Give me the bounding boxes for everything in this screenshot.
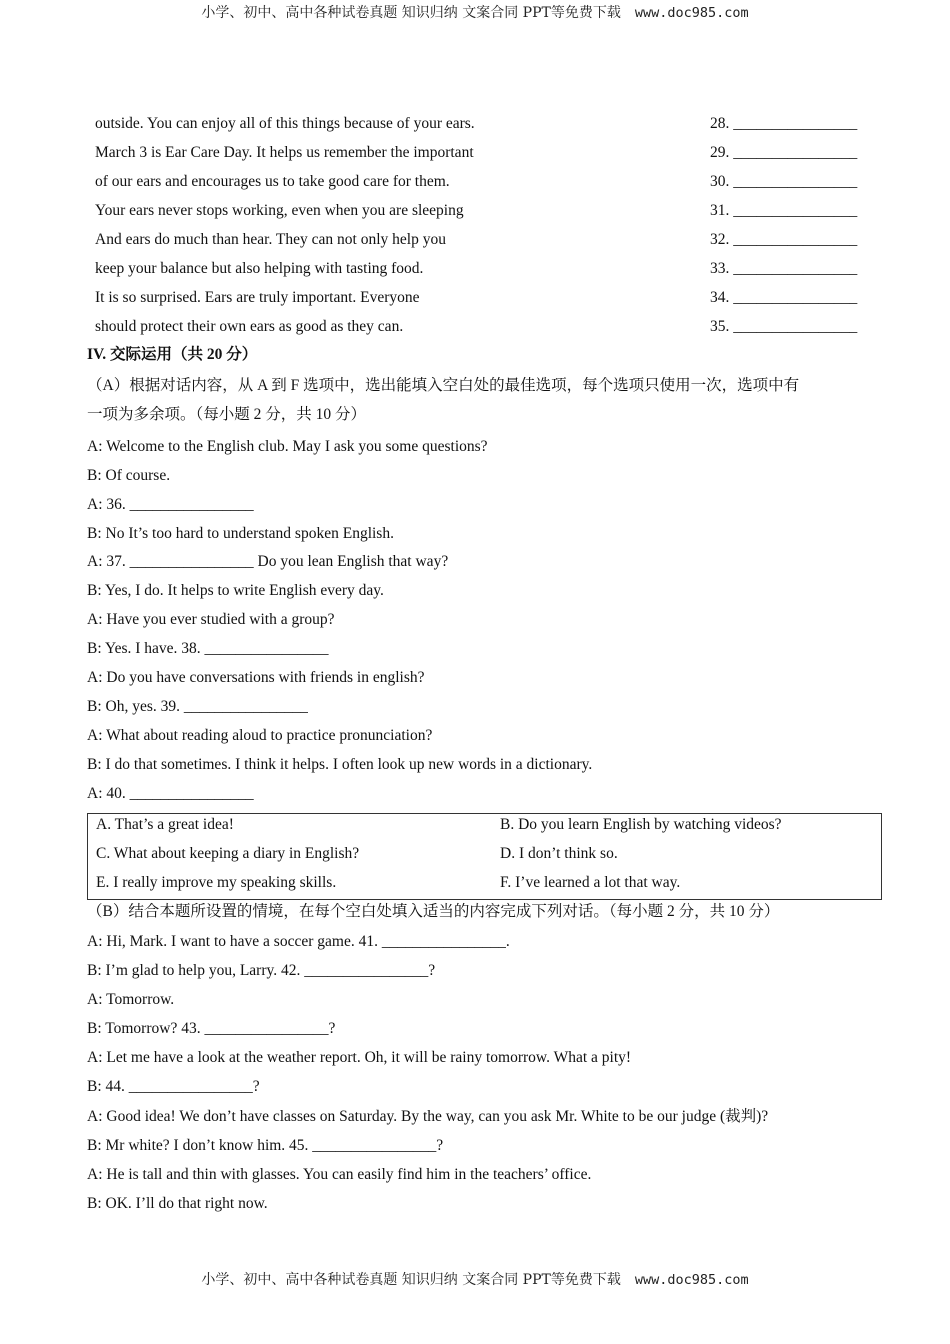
header-banner-url[interactable]: www.doc985.com [634,5,749,21]
dialogue-line: A: He is tall and thin with glasses. You can easily find him in the teachers’ office. [87,1166,592,1183]
dialogue-line: B: Yes, I do. It helps to write English every day. [87,582,384,599]
answer-blank: 32. ________________ [710,231,858,248]
dialogue-line: A: 40. ________________ [87,785,254,802]
dialogue-line: A: 36. ________________ [87,496,254,513]
dialogue-line: A: 37. ________________ Do you lean English that way? [87,553,449,570]
option-f: F. I’ve learned a lot that way. [500,874,681,891]
part-a-instruction: （A）根据对话内容，从 A 到 F 选项中，选出能填入空白处的最佳选项，每个选项只使用一次，选项中有 [87,377,800,394]
answer-blank: 33. ________________ [710,260,858,277]
dialogue-line: A: Do you have conversations with friends in english? [87,669,425,686]
answer-blank: 29. ________________ [710,144,858,161]
answer-blank: 34. ________________ [710,289,858,306]
dialogue-line: A: Let me have a look at the weather report. Oh, it will be rainy tomorrow. What a pity! [87,1049,632,1066]
passage-line: keep your balance but also helping with tasting food. [95,260,424,277]
dialogue-line: A: What about reading aloud to practice pronunciation? [87,727,433,744]
dialogue-line: A: Hi, Mark. I want to have a soccer game. 41. ________________. [87,933,510,950]
header-banner [0,2,950,22]
part-b-instruction: （B）结合本题所设置的情境，在每个空白处填入适当的内容完成下列对话。（每小题 2 分，共 10 分） [87,903,780,920]
footer-banner-text: 小学、初中、高中各种试卷真题 知识归纳 文案合同 PPT等免费下载 [201,1272,621,1288]
dialogue-line: B: Tomorrow? 43. ________________? [87,1020,336,1037]
dialogue-line: B: Oh, yes. 39. ________________ [87,698,308,715]
dialogue-line: A: Have you ever studied with a group? [87,611,335,628]
passage-line: And ears do much than hear. They can not only help you [95,231,446,248]
answer-blank: 35. ________________ [710,318,858,335]
option-e: E. I really improve my speaking skills. [96,874,337,891]
dialogue-line: B: Of course. [87,467,171,484]
passage-line: of our ears and encourages us to take good care for them. [95,173,450,190]
dialogue-line: B: I do that sometimes. I think it helps. I often look up new words in a dictionary. [87,756,593,773]
dialogue-line: A: Tomorrow. [87,991,175,1008]
part-a-instruction: 一项为多余项。（每小题 2 分，共 10 分） [87,406,367,423]
dialogue-line: A: Welcome to the English club. May I ask you some questions? [87,438,488,455]
answer-blank: 31. ________________ [710,202,858,219]
options-box [87,813,882,900]
footer-banner-url[interactable]: www.doc985.com [634,1272,749,1288]
section-title: IV. 交际运用（共 20 分） [87,346,258,363]
option-c: C. What about keeping a diary in English? [96,845,360,862]
answer-blank: 28. ________________ [710,115,858,132]
dialogue-line: B: OK. I’ll do that right now. [87,1195,268,1212]
passage-line: It is so surprised. Ears are truly important. Everyone [95,289,420,306]
footer-banner [0,1269,950,1289]
option-a: A. That’s a great idea! [96,816,234,833]
passage-line: should protect their own ears as good as they can. [95,318,404,335]
dialogue-line: B: No It’s too hard to understand spoken English. [87,525,394,542]
dialogue-line: A: Good idea! We don’t have classes on Saturday. By the way, can you ask Mr. White to be our judge (裁判)? [87,1108,769,1125]
header-banner-text: 小学、初中、高中各种试卷真题 知识归纳 文案合同 PPT等免费下载 [201,5,621,21]
option-b: B. Do you learn English by watching videos? [500,816,782,833]
dialogue-line: B: 44. ________________? [87,1078,260,1095]
passage-line: March 3 is Ear Care Day. It helps us remember the important [95,144,474,161]
dialogue-line: B: Yes. I have. 38. ________________ [87,640,329,657]
passage-line: Your ears never stops working, even when you are sleeping [95,202,464,219]
option-d: D. I don’t think so. [500,845,618,862]
dialogue-line: B: I’m glad to help you, Larry. 42. ________________? [87,962,436,979]
dialogue-line: B: Mr white? I don’t know him. 45. ________________? [87,1137,444,1154]
answer-blank: 30. ________________ [710,173,858,190]
passage-line: outside. You can enjoy all of this things because of your ears. [95,115,475,132]
